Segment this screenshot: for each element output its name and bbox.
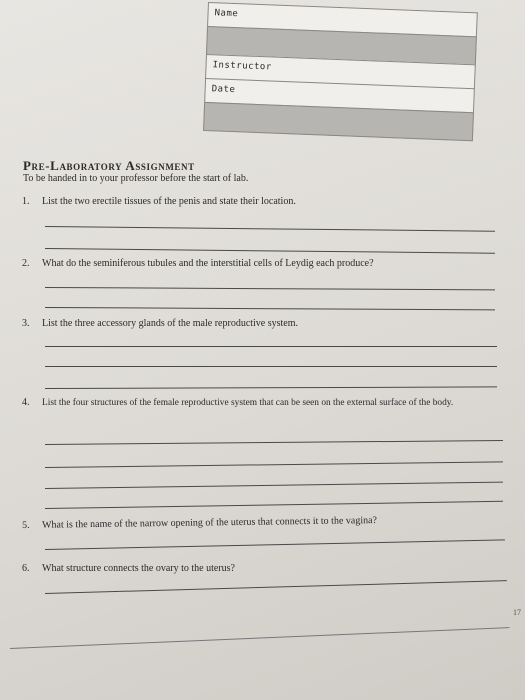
question-text: List the four structures of the female reproductive system that can be seen on the external surface of the body. [42,398,454,408]
question-4 [22,396,512,410]
question-3 [22,318,298,329]
question-number: 6. [22,563,30,574]
answer-line[interactable] [45,482,503,489]
page-number: 17 [513,608,521,617]
answer-line[interactable] [45,226,495,232]
answer-line[interactable] [45,346,497,347]
question-number: 5. [22,519,30,531]
question-number: 3. [22,318,30,329]
section-title: Pre-Laboratory Assignment [23,158,195,173]
answer-line[interactable] [45,287,495,290]
question-number: 1. [22,196,30,207]
question-text: What is the name of the narrow opening of the uterus that connects it to the vagina? [41,515,378,531]
answer-line[interactable] [45,461,503,468]
name-label: Name [214,8,239,20]
answer-line[interactable] [45,366,497,367]
answer-line[interactable] [45,386,497,389]
answer-line[interactable] [45,307,495,310]
question-number: 2. [22,258,30,269]
answer-line[interactable] [45,539,505,550]
question-2 [22,258,374,269]
question-6 [22,563,235,574]
question-5 [22,515,377,531]
question-text: List the three accessory glands of the male reproductive system. [42,318,299,329]
answer-line[interactable] [45,580,507,594]
answer-line[interactable] [45,248,495,254]
question-1 [22,196,296,207]
question-text: What structure connects the ovary to the uterus? [42,563,235,574]
instructor-label: Instructor [212,60,272,73]
question-text: What do the seminiferous tubules and the interstitial cells of Leydig each produce? [42,258,374,269]
section-subtitle: To be handed in to your professor before the start of lab. [23,173,249,184]
question-number: 4. [22,397,30,408]
date-label: Date [211,84,236,96]
answer-line[interactable] [45,501,503,509]
page-edge-line [10,627,510,649]
question-text: List the two erectile tissues of the penis and state their location. [42,196,296,207]
name-instructor-date-box [204,2,478,110]
answer-line[interactable] [45,440,503,445]
